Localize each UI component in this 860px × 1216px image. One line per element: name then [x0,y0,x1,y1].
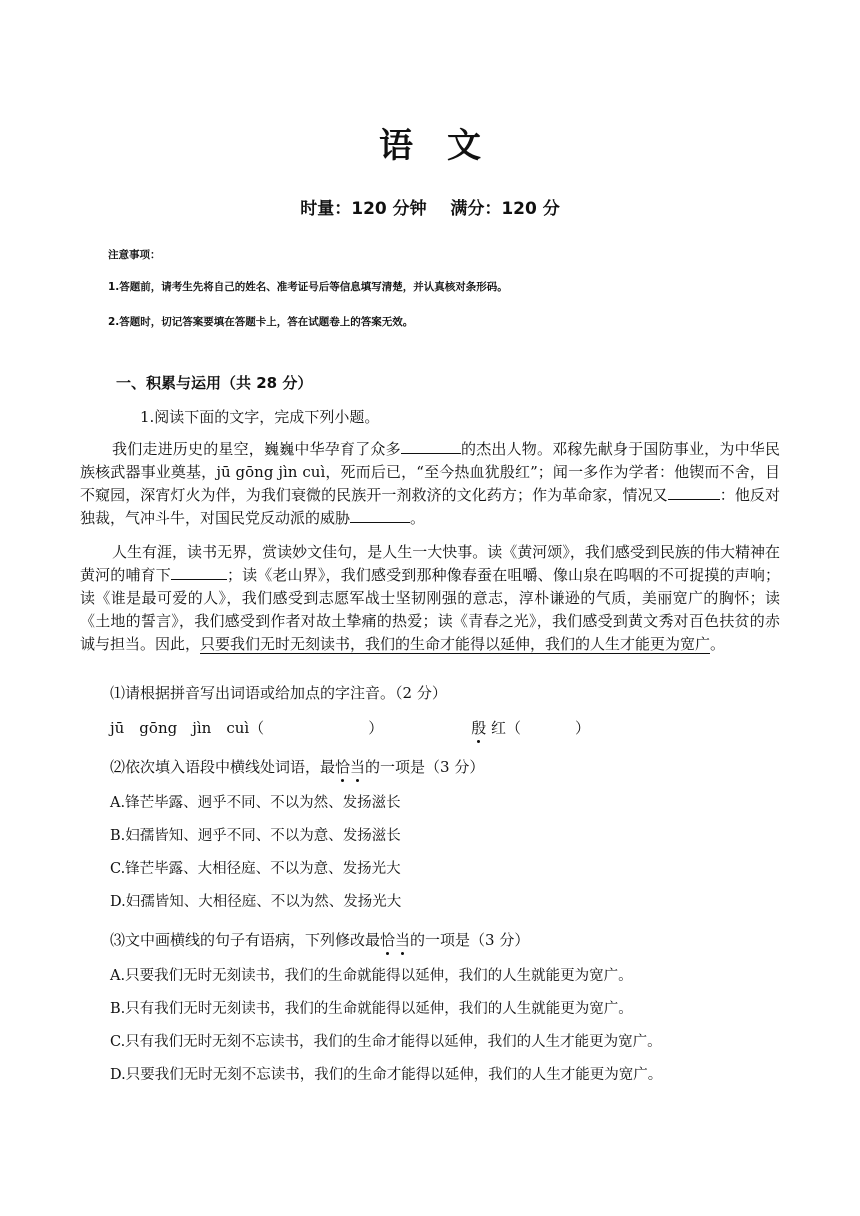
sub-question-1-answer-line: jū gōng jìn cuì（ ） 殷 红（ ） [110,719,591,737]
option-2b: B.妇孺皆知、迥乎不同、不以为意、发扬滋长 [110,828,401,844]
pinyin-prompt: jū gōng jìn cuì（ [110,719,265,737]
option-3c: C.只有我们无时无刻不忘读书，我们的生命才能得以延伸，我们的人生才能更为宽广。 [110,1034,662,1050]
page-title: 语文 [379,126,515,166]
notice-item-2: 2.答题时，切记答案要填在答题卡上，答在试题卷上的答案无效。 [108,316,414,328]
option-2c: C.锋芒毕露、大相径庭、不以为意、发扬光大 [110,861,401,877]
exam-time: 时量：120 分钟 [300,199,427,219]
section-heading: 一、积累与运用（共 28 分） [116,374,313,392]
notice-heading: 注意事项： [108,249,161,261]
answer-blank-1 [401,439,461,454]
passage-paragraph-2: 人生有涯，读书无界，赏读妙文佳句，是人生一大快事。读《黄河颂》，我们感受到民族的伟大精神在黄河的哺育下 ；读《老山界》，我们感受到那种像春蚕在咀嚼、像山泉在呜咽的不可捉摸的声响；读《谁是最可爱的人》，我们感受到志愿军战士坚韧刚强的意志，淳朴谦逊的气质，美丽宽广的胸怀；读《土地的誓言》，我们感受到作者对故土挚痛的热爱；读《青春之光》，我们感受到黄文秀对百色扶贫的赤诚与担当。因此，只要我们无时无刻读书，我们的生命才能得以延伸，我们的人生才能更为宽广。 [80,543,780,653]
exam-info [0,194,860,219]
exam-score: 满分：120 分 [450,199,560,219]
option-2a: A.锋芒毕露、迥乎不同、不以为然、发扬滋长 [110,795,401,811]
notice-item-1: 1.答题前，请考生先将自己的姓名、准考证号后等信息填写清楚，并认真核对条形码。 [108,281,508,293]
sub-question-3: ⑶文中画横线的句子有语病，下列修改最恰当的一项是（3 分） [110,931,530,949]
answer-blank-4 [171,565,227,580]
dotted-character: 殷 [471,719,487,737]
option-3a: A.只要我们无时无刻读书，我们的生命就能得以延伸，我们的人生就能更为宽广。 [110,968,633,984]
passage-paragraph-1: 我们走进历史的星空，巍巍中华孕育了众多 的杰出人物。邓稼先献身于国防事业，为中华民族核武器事业奠基，jū gōng jìn cuì，死而后已，“至今热血犹殷红”；闻一多作为学者：他锲而不舍，目不窥园，深宵灯火为伴，为我们衰微的民族开一剂救济的文化药方；作为革命家，情况又 ：他反对独裁，气冲斗牛，对国民党反动派的威胁 。 [80,440,780,527]
option-3b: B.只有我们无时无刻读书，我们的生命就能得以延伸，我们的人生就能更为宽广。 [110,1001,633,1017]
option-3d: D.只要我们无时无刻不忘读书，我们的生命才能得以延伸，我们的人生才能更为宽广。 [110,1067,663,1083]
underlined-sentence: 只要我们无时无刻读书，我们的生命才能得以延伸，我们的人生才能更为宽广 [200,635,711,653]
question-1-intro: 1.阅读下面的文字，完成下列小题。 [140,408,380,426]
answer-blank-2 [668,485,720,500]
answer-blank-3 [350,508,410,523]
sub-question-1: ⑴请根据拼音写出词语或给加点的字注音。（2 分） [110,684,447,702]
option-2d: D.妇孺皆知、大相径庭、不以为然、发扬光大 [110,894,402,910]
sub-question-2: ⑵依次填入语段中横线处词语，最恰当的一项是（3 分） [110,758,485,776]
